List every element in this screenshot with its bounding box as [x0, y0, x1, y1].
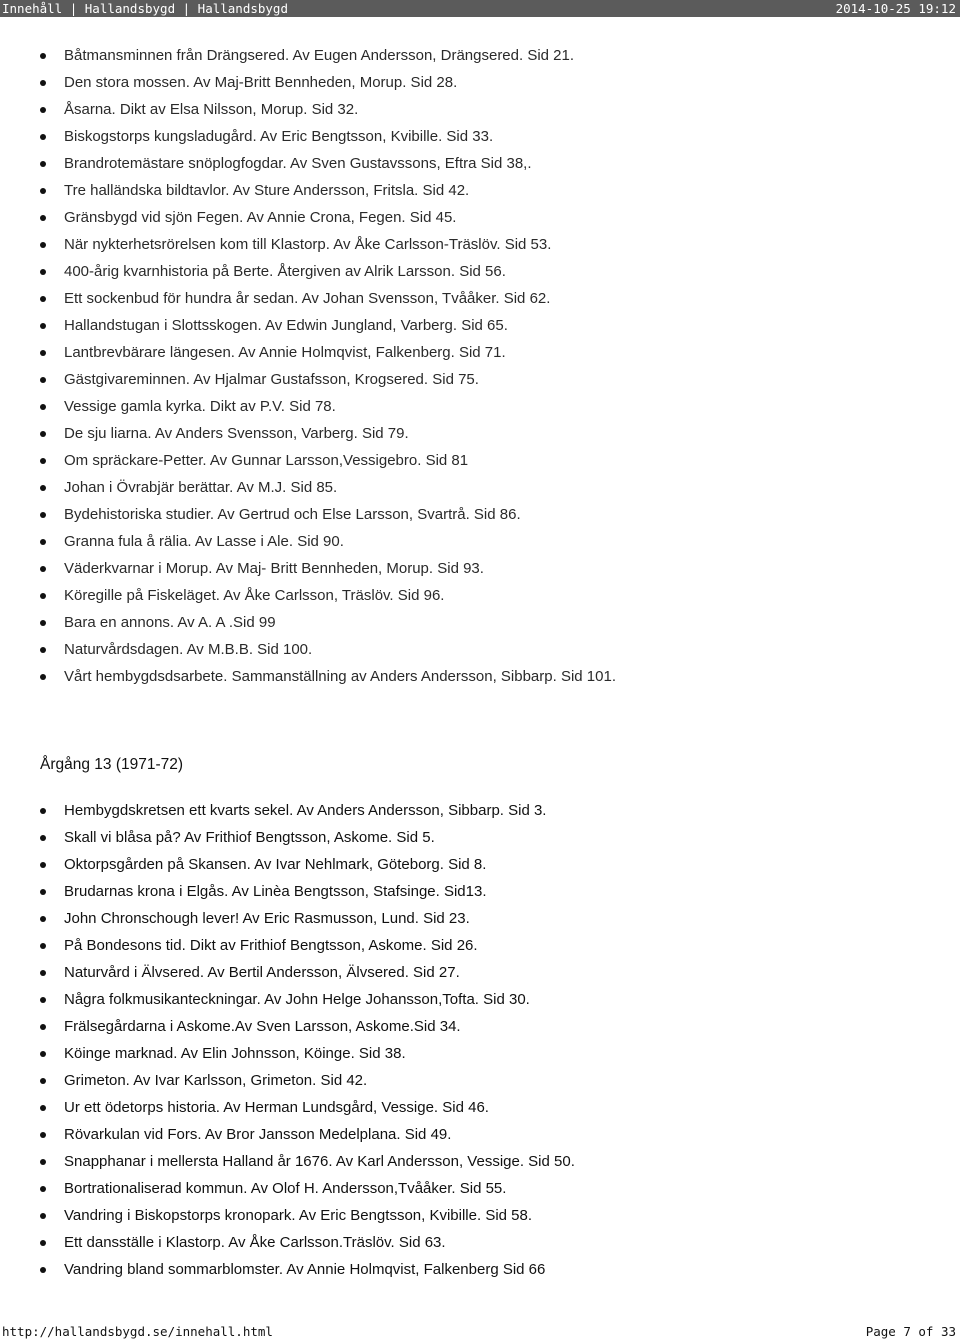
list-item: Hembygdskretsen ett kvarts sekel. Av Anders Andersson, Sibbarp. Sid 3.	[0, 797, 575, 824]
list-item: Naturvårdsdagen. Av M.B.B. Sid 100.	[0, 636, 616, 663]
list-item: Vessige gamla kyrka. Dikt av P.V. Sid 78.	[0, 393, 616, 420]
list-item: Skall vi blåsa på? Av Frithiof Bengtsson, Askome. Sid 5.	[0, 824, 575, 851]
list-item: Bara en annons. Av A. A .Sid 99	[0, 609, 616, 636]
list-item: 400-årig kvarnhistoria på Berte. Återgiven av Alrik Larsson. Sid 56.	[0, 258, 616, 285]
list-item: Väderkvarnar i Morup. Av Maj- Britt Bennheden, Morup. Sid 93.	[0, 555, 616, 582]
list-item: Grimeton. Av Ivar Karlsson, Grimeton. Sid 42.	[0, 1067, 575, 1094]
list-item: Brandrotemästare snöplogfogdar. Av Sven Gustavssons, Eftra Sid 38,.	[0, 150, 616, 177]
list-item: John Chronschough lever! Av Eric Rasmusson, Lund. Sid 23.	[0, 905, 575, 932]
list-item: Granna fula å rälia. Av Lasse i Ale. Sid 90.	[0, 528, 616, 555]
list-item: De sju liarna. Av Anders Svensson, Varberg. Sid 79.	[0, 420, 616, 447]
contents-list-volume-13	[0, 797, 575, 1283]
list-item: Köregille på Fiskeläget. Av Åke Carlsson, Träslöv. Sid 96.	[0, 582, 616, 609]
list-item: På Bondesons tid. Dikt av Frithiof Bengtsson, Askome. Sid 26.	[0, 932, 575, 959]
print-header	[0, 0, 960, 17]
list-item: Vandring i Biskopstorps kronopark. Av Eric Bengtsson, Kvibille. Sid 58.	[0, 1202, 575, 1229]
list-item: Ett dansställe i Klastorp. Av Åke Carlsson.Träslöv. Sid 63.	[0, 1229, 575, 1256]
list-item: Johan i Övrabjär berättar. Av M.J. Sid 85.	[0, 474, 616, 501]
list-item: Köinge marknad. Av Elin Johnsson, Köinge. Sid 38.	[0, 1040, 575, 1067]
contents-list-previous-volume	[0, 42, 616, 690]
list-item: Biskogstorps kungsladugård. Av Eric Bengtsson, Kvibille. Sid 33.	[0, 123, 616, 150]
list-item: Båtmansminnen från Drängsered. Av Eugen Andersson, Drängsered. Sid 21.	[0, 42, 616, 69]
list-item: Snapphanar i mellersta Halland år 1676. Av Karl Andersson, Vessige. Sid 50.	[0, 1148, 575, 1175]
list-item: Vårt hembygdsdsarbete. Sammanställning av Anders Andersson, Sibbarp. Sid 101.	[0, 663, 616, 690]
list-item: Ett sockenbud för hundra år sedan. Av Johan Svensson, Tvååker. Sid 62.	[0, 285, 616, 312]
list-item: Gästgivareminnen. Av Hjalmar Gustafsson, Krogsered. Sid 75.	[0, 366, 616, 393]
list-item: Några folkmusikanteckningar. Av John Helge Johansson,Tofta. Sid 30.	[0, 986, 575, 1013]
list-item: Åsarna. Dikt av Elsa Nilsson, Morup. Sid 32.	[0, 96, 616, 123]
list-item: Rövarkulan vid Fors. Av Bror Jansson Medelplana. Sid 49.	[0, 1121, 575, 1148]
list-item: Bortrationaliserad kommun. Av Olof H. Andersson,Tvååker. Sid 55.	[0, 1175, 575, 1202]
list-item: Frälsegårdarna i Askome.Av Sven Larsson, Askome.Sid 34.	[0, 1013, 575, 1040]
list-item: När nykterhetsrörelsen kom till Klastorp. Av Åke Carlsson-Träslöv. Sid 53.	[0, 231, 616, 258]
list-item: Lantbrevbärare längesen. Av Annie Holmqvist, Falkenberg. Sid 71.	[0, 339, 616, 366]
list-item: Brudarnas krona i Elgås. Av Linèa Bengtsson, Stafsinge. Sid13.	[0, 878, 575, 905]
list-item: Hallandstugan i Slottsskogen. Av Edwin Jungland, Varberg. Sid 65.	[0, 312, 616, 339]
list-item: Tre halländska bildtavlor. Av Sture Andersson, Fritsla. Sid 42.	[0, 177, 616, 204]
list-item: Bydehistoriska studier. Av Gertrud och Else Larsson, Svartrå. Sid 86.	[0, 501, 616, 528]
list-item: Gränsbygd vid sjön Fegen. Av Annie Crona, Fegen. Sid 45.	[0, 204, 616, 231]
section-heading: Årgång 13 (1971-72)	[40, 756, 184, 773]
list-item: Ur ett ödetorps historia. Av Herman Lundsgård, Vessige. Sid 46.	[0, 1094, 575, 1121]
page-title: Innehåll | Hallandsbygd | Hallandsbygd	[2, 1, 288, 16]
list-item: Naturvård i Älvsered. Av Bertil Andersson, Älvsered. Sid 27.	[0, 959, 575, 986]
list-item: Den stora mossen. Av Maj-Britt Bennheden, Morup. Sid 28.	[0, 69, 616, 96]
print-timestamp: 2014-10-25 19:12	[835, 1, 956, 16]
list-item: Oktorpsgården på Skansen. Av Ivar Nehlmark, Göteborg. Sid 8.	[0, 851, 575, 878]
footer-url: http://hallandsbygd.se/innehall.html	[2, 1324, 273, 1339]
footer-page-number: Page 7 of 33	[865, 1324, 956, 1339]
list-item: Om spräckare-Petter. Av Gunnar Larsson,Vessigebro. Sid 81	[0, 447, 616, 474]
list-item: Vandring bland sommarblomster. Av Annie Holmqvist, Falkenberg Sid 66	[0, 1256, 575, 1283]
